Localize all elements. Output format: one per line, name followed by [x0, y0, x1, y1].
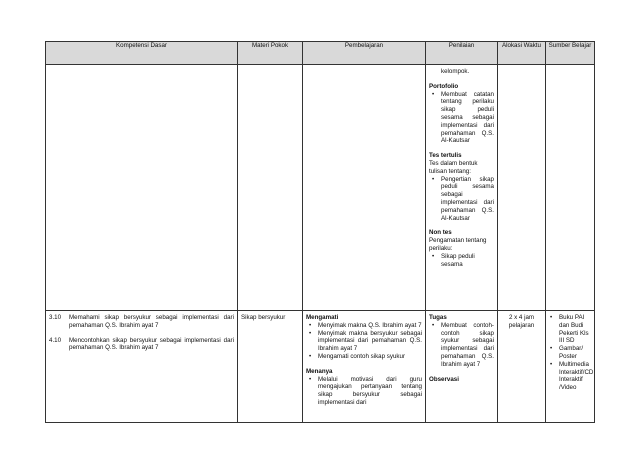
materi-text: Sikap bersyukur [241, 314, 286, 321]
table-row [46, 311, 595, 423]
pembelajaran-cell-empty [303, 65, 426, 311]
penilaian-cell [426, 311, 498, 423]
kd-text: Mencontohkan sikap bersyukur sebagai implementasi dari pemahaman Q.S. Ibrahim ayat 7 [69, 336, 234, 352]
list-item: • Sikap peduli sesama [429, 253, 494, 269]
list-item: • Gambar/ Poster [547, 345, 593, 361]
mengamati-title: Mengamati [306, 314, 339, 321]
list-item: • Menyimak makna Q.S. Ibrahim ayat 7 [306, 322, 422, 330]
header-materi-pokok: Materi Pokok [238, 42, 303, 65]
mengamati-list [306, 322, 422, 361]
kd-number: 4.10 [49, 336, 62, 344]
penilaian-cell [426, 65, 498, 311]
sumber-cell-empty [546, 65, 595, 311]
menanya-list [306, 376, 422, 407]
tugas-title: Tugas [429, 314, 447, 321]
header-penilaian: Penilaian [426, 42, 498, 65]
kd-text: Memahami sikap bersyukur sebagai implementasi dari pemahaman Q.S. Ibrahim ayat 7 [69, 314, 234, 329]
table-header-row [46, 42, 595, 65]
sumber-cell [546, 311, 595, 423]
list-item: • Membuat contoh-contoh sikap syukur sebagai implementasi dari pemahaman Q.S. Ibrahim ayat 7 [429, 322, 494, 369]
header-sumber-label: Sumber Belajar [548, 42, 592, 49]
tes-tertulis-list [429, 176, 494, 223]
list-item: • Menyimak makna bersyukur sebagai implementasi dari pemahaman Q.S. Ibrahim ayat 7 [306, 330, 422, 353]
header-pembelajaran: Pembelajaran [303, 42, 426, 65]
tes-tertulis-title: Tes tertulis [429, 152, 462, 160]
alokasi-text: 2 x 4 jam pelajaran [508, 314, 535, 329]
tes-tertulis-intro: Tes dalam bentuk tulisan tentang: [429, 159, 478, 175]
list-item: • Membuat catatan tentang perilaku sikap peduli sesama sebagai implementasi dari pemahaman Q.S. Al-Kautsar [429, 91, 494, 146]
observasi-title: Observasi [429, 375, 459, 383]
alokasi-cell-empty [498, 65, 546, 311]
list-item: • Melalui motivasi dari guru mengajukan pertanyaan tentang sikap bersyukur sebagai implementasi dari [306, 376, 422, 407]
non-tes-title: Non tes [429, 229, 452, 237]
kd-item [49, 337, 234, 353]
non-tes-list [429, 253, 494, 269]
non-tes-intro: Pengamatan tentang perilaku: [429, 237, 487, 252]
pembelajaran-cell [303, 311, 426, 423]
kd-cell [46, 311, 238, 423]
portofolio-list [429, 91, 494, 146]
list-item: • Multimedia Interaktif/CD Interaktif /Video [547, 361, 593, 392]
kd-number: 3.10 [49, 314, 62, 321]
portofolio-title: Portofolio [429, 82, 459, 90]
header-alokasi-label: Alokasi Waktu [502, 42, 541, 49]
menanya-title: Menanya [306, 367, 333, 375]
sumber-list [547, 314, 593, 392]
alokasi-cell [498, 311, 546, 423]
table-row [46, 65, 595, 311]
list-item: • Mengamati contoh sikap syukur [306, 353, 422, 361]
header-kompetensi-dasar: Kompetensi Dasar [46, 42, 238, 65]
list-item: • Buku PAI dan Budi Pekerti Kls III SD [547, 314, 593, 345]
penilaian-continuation: kelompok. [441, 68, 470, 75]
syllabus-table [45, 41, 595, 423]
kd-cell-empty [46, 65, 238, 311]
list-item: • Pengertian sikap peduli sesama sebagai implementasi dari pemahaman Q.S. Al-Kautsar [429, 176, 494, 223]
materi-cell [238, 311, 303, 423]
kd-item [49, 314, 234, 330]
tugas-list [429, 322, 494, 369]
header-alokasi-waktu [498, 42, 546, 65]
materi-cell-empty [238, 65, 303, 311]
header-sumber-belajar [546, 42, 595, 65]
